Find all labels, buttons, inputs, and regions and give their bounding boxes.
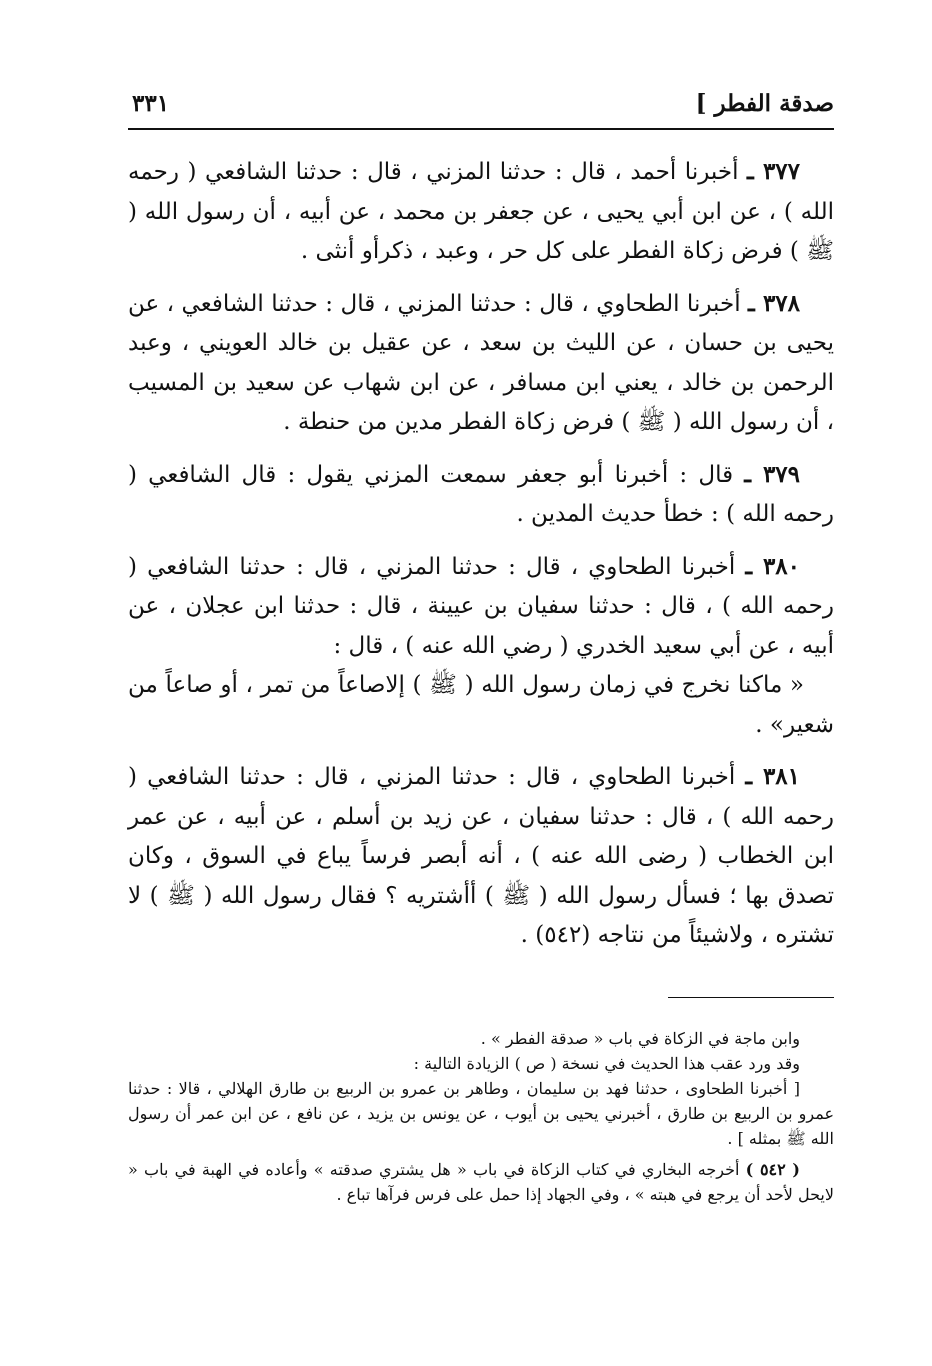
hadith-378 xyxy=(128,284,834,443)
hadith-379 xyxy=(128,455,834,535)
footnote-continuation: وقد ورد عقب هذا الحديث في نسخة ( ص ) الزيادة التالية : xyxy=(413,1054,800,1073)
hadith-quote: « ماكنا نخرج في زمان رسول الله ( ﷺ ) إلاصاعاً من تمر ، أو صاعاً من شعير» . xyxy=(128,672,834,738)
footnotes xyxy=(128,1026,834,1207)
hadith-number: ٣٧٧ ـ xyxy=(747,158,801,185)
footnote-continuation: وابن ماجة في الزكاة في باب « صدقة الفطر » . xyxy=(480,1029,800,1048)
hadith-text: أخبرنا الطحاوي ، قال : حدثنا المزني ، قال : حدثنا الشافعي ، عن يحيى بن حسان ، عن الليث بن سعد ، عن عقيل بن خالد العويني ، وعبد الرحمن بن خالد ، يعني ابن مسافر ، عن ابن شهاب عن سعيد بن المسيب ، أن رسول الله ( ﷺ ) فرض زكاة الفطر مدين من حنطة . xyxy=(128,290,834,435)
main-text xyxy=(128,152,834,968)
header-divider xyxy=(128,128,834,130)
hadith-text: قال : أخبرنا أبو جعفر سمعت المزني يقول : قال الشافعي ( رحمه الله ) : خطأ حديث المدين . xyxy=(128,461,834,527)
footnote-text: أخرجه البخاري في كتاب الزكاة في باب « هل يشتري صدقته » وأعاده في الهبة في باب « لايحل لأحد أن يرجع في هبته » ، وفي الجهاد إذا حمل على فرس فرآها تباع . xyxy=(128,1160,834,1204)
hadith-377 xyxy=(128,152,834,272)
hadith-number: ٣٨١ ـ xyxy=(745,763,801,790)
hadith-number: ٣٧٨ ـ xyxy=(748,289,800,317)
hadith-number: ٣٨٠ ـ xyxy=(745,552,801,580)
footnote-542 xyxy=(128,1157,834,1207)
chapter-title: صدقة الفطر ] xyxy=(695,90,834,117)
hadith-text: أخبرنا أحمد ، قال : حدثنا المزني ، قال : حدثنا الشافعي ( رحمه الله ) ، عن ابن أبي يحيى ، عن جعفر بن محمد ، عن أبيه ، أن رسول الله ( ﷺ ) فرض زكاة الفطر على كل حر ، وعبد ، ذكرأو أنثى . xyxy=(128,159,834,264)
footnote-addition: [ أخبرنا الطحاوى ، حدثنا فهد بن سليمان ، وطاهر بن عمرو بن الربيع بن طارق الهلالي ، قالا : حدثنا عمرو بن الربيع بن طارق ، أخبرني يحيى بن أيوب ، عن يونس بن يزيد ، عن نافع ، عن ابن عمر أن رسول الله ﷺ بمثله ] . xyxy=(128,1079,834,1148)
hadith-381 xyxy=(128,757,834,956)
page-header xyxy=(128,86,834,126)
footnote-number: ( ٥٤٢ ) xyxy=(745,1160,801,1179)
hadith-number: ٣٧٩ ـ xyxy=(744,460,800,488)
footnote-divider xyxy=(668,997,834,998)
hadith-text: أخبرنا الطحاوي ، قال : حدثنا المزني ، قال : حدثنا الشافعي ( رحمه الله ) ، قال : حدثنا سفيان بن عيينة ، قال : حدثنا ابن عجلان ، عن أبيه ، عن أبي سعيد الخدري ( رضي الله عنه ) ، قال : xyxy=(128,553,834,659)
hadith-380 xyxy=(128,547,834,746)
page-number: ٣٣١ xyxy=(132,90,170,117)
hadith-text: أخبرنا الطحاوي ، قال : حدثنا المزني ، قال : حدثنا الشافعي ( رحمه الله ) ، قال : حدثنا سفيان ، عن زيد بن أسلم ، عن أبيه ، عن عمر ابن الخطاب ( رضى الله عنه ) ، أنه أبصر فرساً يباع في السوق ، وكان تصدق بها ؛ فسأل رسول الله ( ﷺ ) أأشتريه ؟ فقال رسول الله ( ﷺ ) لا تشتره ، ولاشيئاً من نتاجه (٥٤٢) . xyxy=(128,764,834,948)
